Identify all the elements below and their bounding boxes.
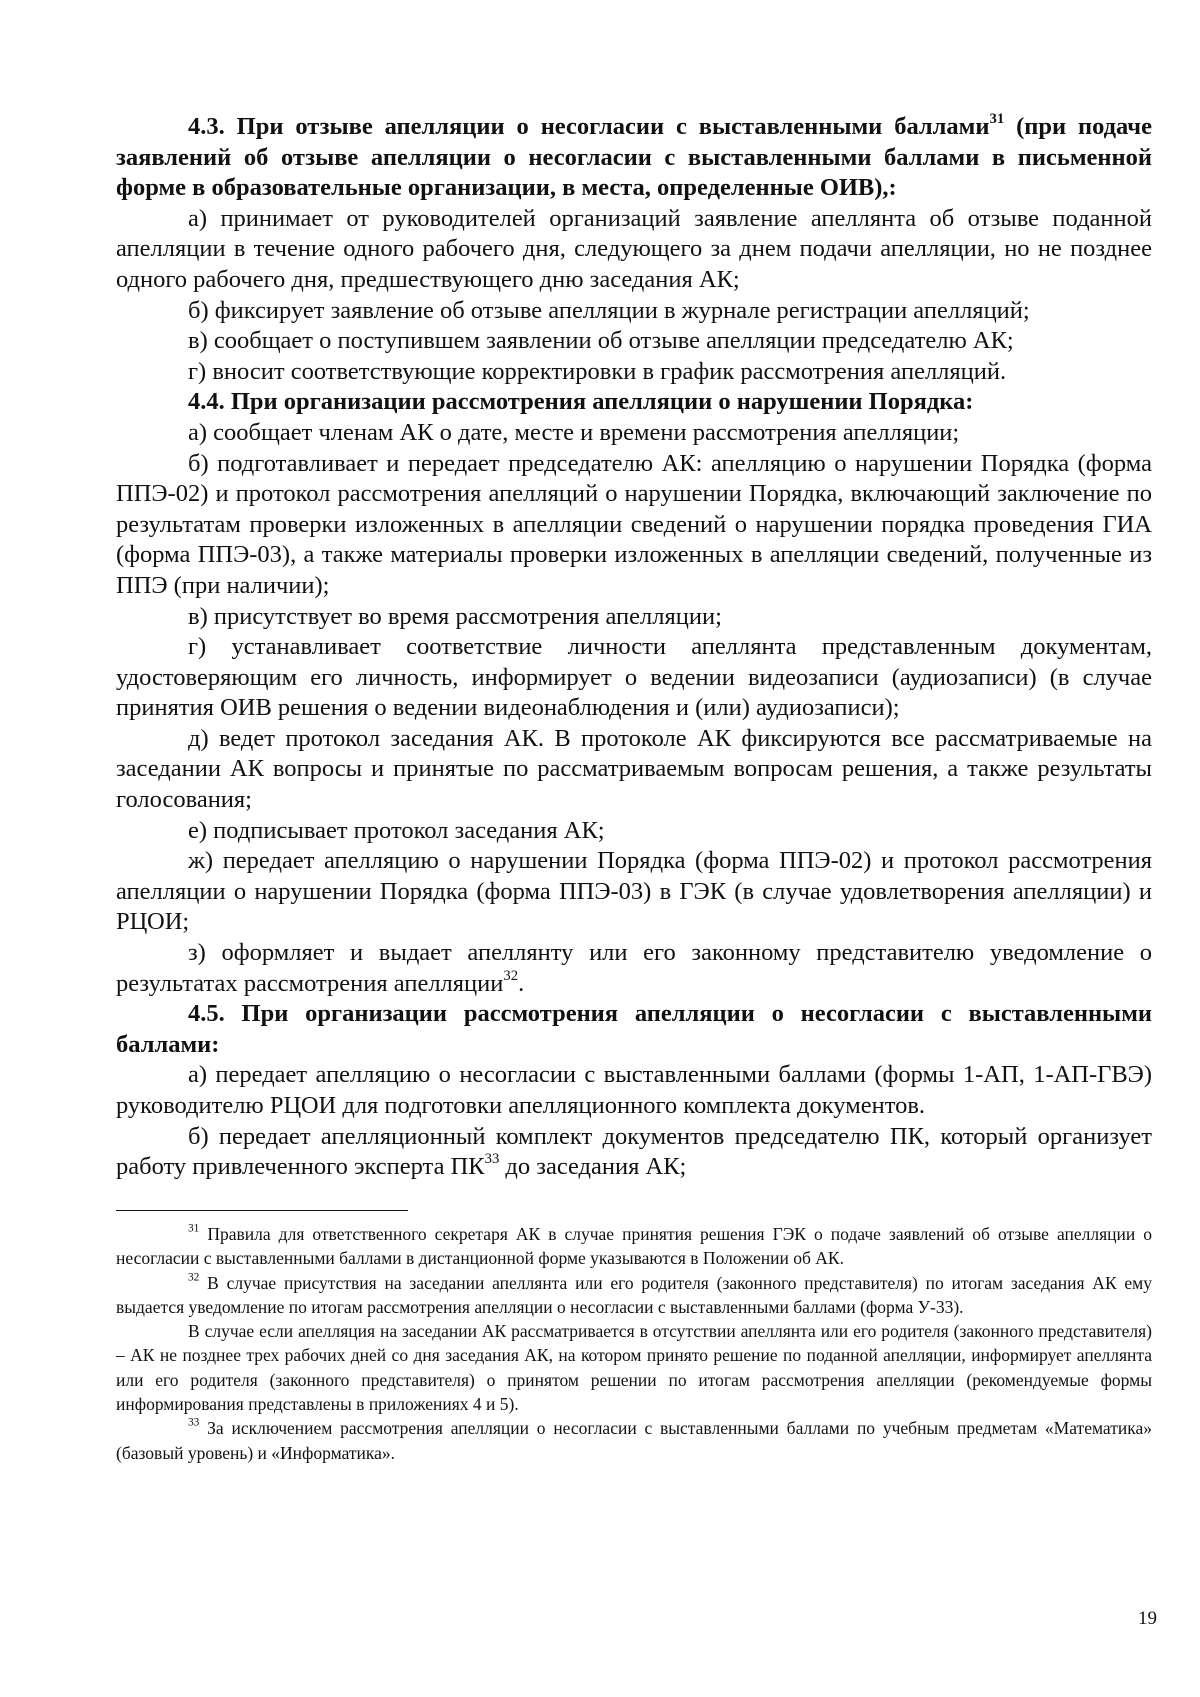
footnote-marker: 31: [188, 1222, 200, 1235]
footnote-text: Правила для ответственного секретаря АК в случае принятия решения ГЭК о подаче заявлений об отзыве апелляции о несогласии с выставленными баллами в дистанционной форме указываются в Положении об АК.: [116, 1224, 1152, 1269]
section-number: 4.4.: [188, 388, 225, 416]
footnote-ref-33[interactable]: 33: [484, 1151, 500, 1168]
section-title: При организации рассмотрения апелляции о нарушении Порядка:: [224, 388, 974, 416]
paragraph-text: б) передает апелляционный комплект документов председателю ПК, который организует работу привлеченного эксперта ПК: [116, 1122, 1152, 1181]
paragraph: б) фиксирует заявление об отзыве апелляции в журнале регистрации апелляций;: [188, 296, 1030, 324]
section-title: При организации рассмотрения апелляции о несогласии с выставленными баллами:: [116, 1000, 1152, 1058]
footnote-marker: 33: [188, 1416, 200, 1429]
paragraph: а) сообщает членам АК о дате, месте и времени рассмотрения апелляции;: [188, 418, 960, 446]
paragraph: г) вносит соответствующие корректировки в график рассмотрения апелляций.: [188, 357, 1007, 385]
section-4-5-heading: [116, 999, 1152, 1060]
paragraph-text-end: до заседания АК;: [499, 1153, 687, 1181]
section-4-3-heading: [116, 112, 1152, 204]
document-body: [116, 112, 1152, 1183]
paragraph-text-end: .: [518, 969, 525, 997]
footnote-ref-32[interactable]: 32: [503, 967, 519, 984]
footnote-33: [116, 1416, 1152, 1465]
section-4-4-heading: [116, 387, 1152, 418]
section-title: При отзыве апелляции о несогласии с выставленными баллами: [224, 113, 990, 140]
section-number: 4.5.: [188, 1000, 225, 1028]
footnote-ref-31[interactable]: 31: [989, 110, 1005, 127]
footnote-marker: 32: [188, 1271, 200, 1284]
footnotes: [116, 1222, 1152, 1465]
section-number: 4.3.: [188, 113, 225, 140]
paragraph: ж) передает апелляцию о нарушении Порядка (форма ППЭ-02) и протокол рассмотрения апелляции о нарушении Порядка (форма ППЭ-03) в ГЭК (в случае удовлетворения апелляции) и РЦОИ;: [116, 847, 1152, 936]
paragraph: а) передает апелляцию о несогласии с выставленными баллами (формы 1-АП, 1-АП-ГВЭ) руководителю РЦОИ для подготовки апелляционного комплекта документов.: [116, 1061, 1152, 1119]
paragraph: е) подписывает протокол заседания АК;: [188, 816, 605, 844]
paragraph: б) подготавливает и передает председателю АК: апелляцию о нарушении Порядка (форма ППЭ-02) и протокол рассмотрения апелляций о нарушении Порядка, включающий заключение по результатам проверки изложенных в апелляции сведений о нарушении порядка проведения ГИА (форма ППЭ-03), а также материалы проверки изложенных в апелляции сведений, полученные из ППЭ (при наличии);: [116, 449, 1152, 599]
paragraph: [116, 1122, 1152, 1183]
page-number: 19: [1138, 1608, 1157, 1629]
paragraph: в) сообщает о поступившем заявлении об отзыве апелляции председателю АК;: [188, 327, 1014, 355]
paragraph: г) устанавливает соответствие личности апеллянта представленным документам, удостоверяющим его личность, информирует о ведении видеозаписи (аудиозаписи) (в случае принятия ОИВ решения о ведении видеонаблюдения и (или) аудиозаписи);: [116, 633, 1152, 722]
paragraph-text: з) оформляет и выдает апеллянту или его законному представителю уведомление о результатах рассмотрения апелляции: [116, 939, 1152, 997]
paragraph: [116, 938, 1152, 999]
section-title-cont: (при подаче заявлений об отзыве апелляции о несогласии с выставленными баллами в письменной форме в образовательные организации, в места, определенные ОИВ),:: [116, 113, 1153, 202]
footnote-separator: [116, 1210, 408, 1211]
paragraph: а) принимает от руководителей организаций заявление апеллянта об отзыве поданной апелляции в течение одного рабочего дня, следующего за днем подачи апелляции, но не позднее одного рабочего дня, предшествующего дню заседания АК;: [116, 204, 1152, 293]
footnote-32-continuation: В случае если апелляция на заседании АК рассматривается в отсутствии апеллянта или его родителя (законного представителя) – АК не позднее трех рабочих дней со дня заседания АК, на котором принято решение по поданной апелляции, информирует апеллянта или его родителя (законного представителя) о принятом решении по итогам рассмотрения апелляции (рекомендуемые формы информирования представлены в приложениях 4 и 5).: [116, 1321, 1152, 1415]
footnote-text: В случае присутствия на заседании апеллянта или его родителя (законного представителя) по итогам заседания АК ему выдается уведомление по итогам рассмотрения апелляции о несогласии с выставленными баллами (форма У-33).: [116, 1272, 1152, 1317]
paragraph: д) ведет протокол заседания АК. В протоколе АК фиксируются все рассматриваемые на заседании АК вопросы и принятые по рассматриваемым вопросам решения, а также результаты голосования;: [116, 724, 1152, 814]
footnote-31: [116, 1222, 1152, 1271]
footnote-text: За исключением рассмотрения апелляции о несогласии с выставленными баллами по учебным предметам «Математика» (базовый уровень) и «Информатика».: [116, 1418, 1152, 1463]
footnote-32: [116, 1271, 1152, 1320]
paragraph: в) присутствует во время рассмотрения апелляции;: [188, 602, 722, 630]
